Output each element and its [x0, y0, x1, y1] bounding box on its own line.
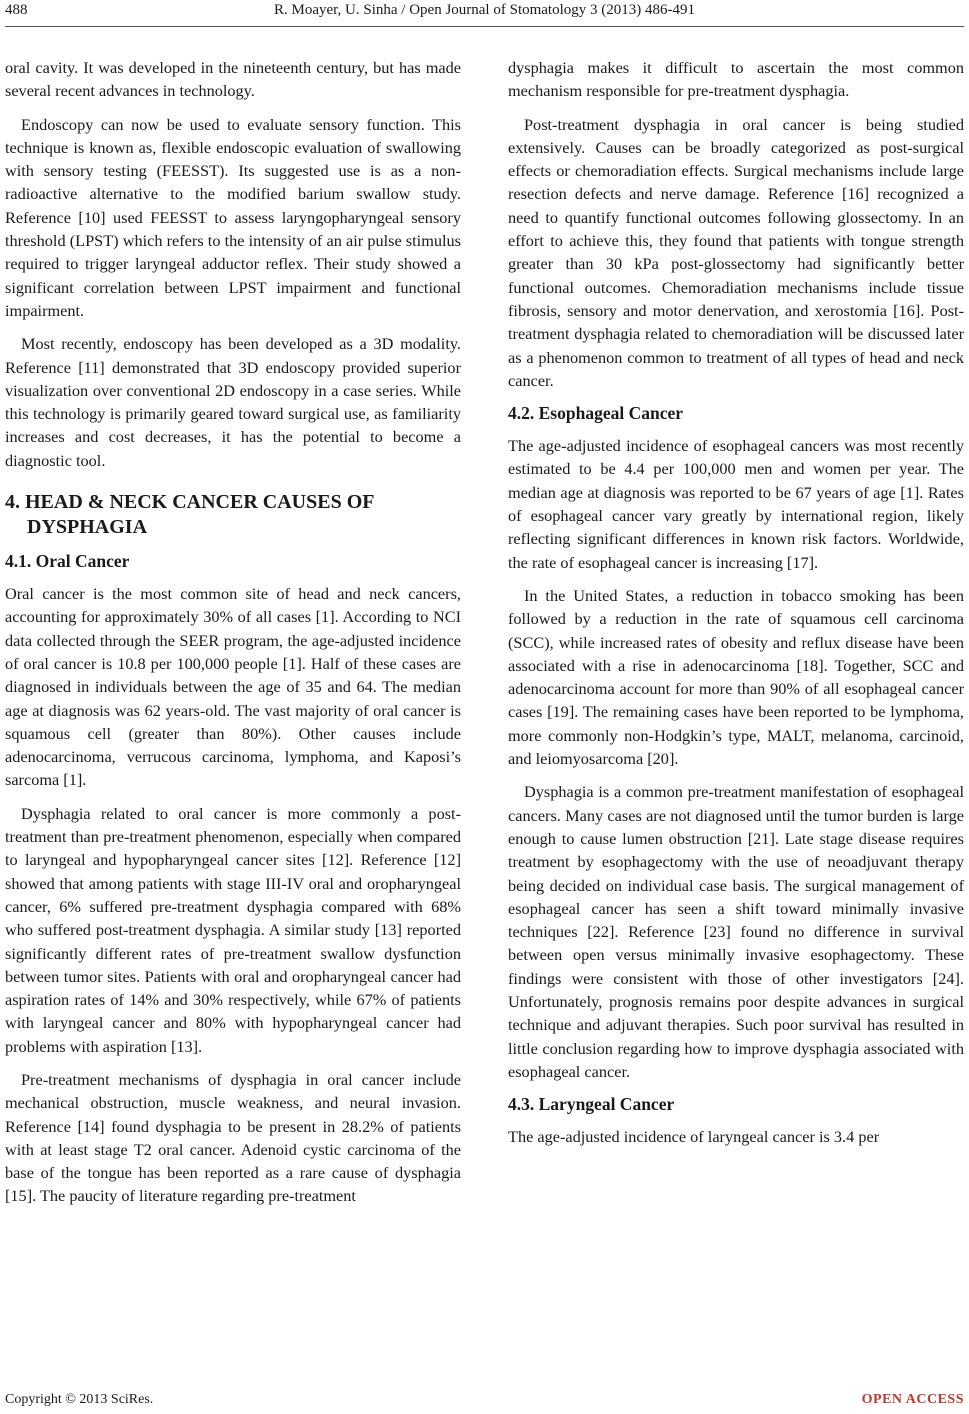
paragraph: dysphagia makes it difficult to ascertain the most common mechanism responsible for pre-treatment dysphagia.	[508, 58, 964, 101]
paragraph: Most recently, endoscopy has been developed as a 3D modality. Reference [11] demonstrated that 3D endoscopy provided superior visualization over conventional 2D endoscopy in a case series. While this technology is primarily geared toward surgical use, as familiarity increases and cost decreases, it has the potential to become a diagnostic tool.	[5, 334, 461, 470]
paragraph: In the United States, a reduction in tobacco smoking has been followed by a reduction in the rate of squamous cell carcinoma (SCC), while increased rates of obesity and reflux disease have been associated with a rise in adenocarcinoma [18]. Together, SCC and adenocarcinoma account for more than 90% of all esophageal cancer cases [19]. The remaining cases have been reported to be lymphoma, more commonly non-Hodgkin’s type, MALT, melanoma, carcinoid, and leiomyosarcoma [20].	[508, 585, 964, 769]
running-title: R. Moayer, U. Sinha / Open Journal of Stomatology 3 (2013) 486-491	[273, 2, 696, 18]
paragraph: Endoscopy can now be used to evaluate sensory function. This technique is known as, flexible endoscopic evaluation of swallowing with sensory testing (FEESST). Its suggested use is as a non-radioactive alternative to the modified barium swallow study. Reference [10] used FEESST to assess laryngopharyngeal sensory threshold (LPST) which refers to the intensity of an air pulse stimulus required to trigger laryngeal adductor reflex. Their study showed a significant correlation between LPST impairment and functional impairment.	[5, 114, 461, 320]
page-number: 488	[5, 2, 28, 18]
paragraph: Pre-treatment mechanisms of dysphagia in oral cancer include mechanical obstruction, muscle weakness, and neural invasion. Reference [14] found dysphagia to be present in 28.2% of patients with at least stage T2 oral cancer. Adenoid cystic carcinoma of the base of the tongue has been reported as a rare cause of dysphagia [15]. The paucity of literature regarding pre-treatment	[5, 1069, 461, 1206]
right-column	[508, 56, 964, 1158]
paragraph: Post-treatment dysphagia in oral cancer is being studied extensively. Causes can be broadly categorized as post-surgical effects or chemoradiation effects. Surgical mechanisms include large resection defects and nerve damage. Reference [16] recognized a need to quantify functional outcomes following glossectomy. In an effort to achieve this, they found that patients with tongue strength greater than 30 kPa post-glossectomy had significantly better functional outcomes. Chemoradiation mechanisms include tissue fibrosis, sensory and motor denervation, and xerostomia [16]. Post-treatment dysphagia related to chemoradiation will be discussed later as a phenomenon common to treatment of all types of head and neck cancer.	[508, 114, 964, 390]
paragraph: The age-adjusted incidence of laryngeal cancer is 3.4 per	[508, 1127, 880, 1147]
paragraph: Oral cancer is the most common site of head and neck cancers, accounting for approximately 30% of all cases [1]. According to NCI data collected through the SEER program, the age-adjusted incidence of oral cancer is 10.8 per 100,000 people [1]. Half of these cases are diagnosed in individuals between the age of 35 and 64. The median age at diagnosis was 62 years-old. The vast majority of oral cancer is squamous cell (greater than 80%). Other causes include adenocarcinoma, verrucous carcinoma, lymphoma, and Kaposi’s sarcoma [1].	[5, 584, 461, 790]
paragraph: oral cavity. It was developed in the nineteenth century, but has made several recent advances in technology.	[5, 58, 461, 101]
header-rule	[5, 26, 964, 27]
left-column	[5, 56, 461, 1218]
subsection-heading: 4.2. Esophageal Cancer	[508, 403, 683, 424]
open-access-label: OPEN ACCESS	[861, 1392, 964, 1407]
subsection-heading: 4.1. Oral Cancer	[5, 551, 130, 572]
running-header	[5, 0, 964, 24]
copyright-notice: Copyright © 2013 SciRes.	[5, 1392, 154, 1407]
paragraph: Dysphagia related to oral cancer is more commonly a post-treatment than pre-treatment phenomenon, especially when compared to laryngeal and hypopharyngeal cancer sites [12]. Reference [12] showed that among patients with stage III-IV oral and oropharyngeal cancer, 6% suffered pre-treatment dysphagia compared with 68% who suffered post-treatment dysphagia. A similar study [13] reported significantly different rates of pre-treatment swallow dysfunction between tumor sites. Patients with oral and oropharyngeal cancer had aspiration rates of 14% and 30% respectively, while 67% of patients with laryngeal cancer and 80% with hypopharyngeal cancer had problems with aspiration [13].	[5, 803, 461, 1056]
paragraph: Dysphagia is a common pre-treatment manifestation of esophageal cancers. Many cases are not diagnosed until the tumor burden is large enough to cause lumen obstruction [21]. Late stage disease requires treatment by esophagectomy with the use of neoadjuvant therapy being decided on individual case basis. The surgical management of esophageal cancer has seen a shift toward minimally invasive techniques [22]. Reference [23] found no difference in survival between open versus minimally invasive esophagectomy. These findings were consistent with those of other investigators [24]. Unfortunately, prognosis remains poor despite advances in surgical technique and adjuvant therapies. Such poor survival has resulted in little conclusion regarding how to improve dysphagia associated with esophageal cancer.	[508, 782, 964, 1081]
subsection-heading: 4.3. Laryngeal Cancer	[508, 1094, 675, 1115]
section-heading: 4. HEAD & NECK CANCER CAUSES OF DYSPHAGIA	[5, 491, 374, 539]
paragraph: The age-adjusted incidence of esophageal cancers was most recently estimated to be 4.4 per 100,000 men and women per year. The median age at diagnosis was reported to be 67 years of age [1]. Rates of esophageal cancer vary greatly by international region, likely reflecting significant differences in known risk factors. Worldwide, the rate of esophageal cancer is increasing [17].	[508, 436, 964, 572]
